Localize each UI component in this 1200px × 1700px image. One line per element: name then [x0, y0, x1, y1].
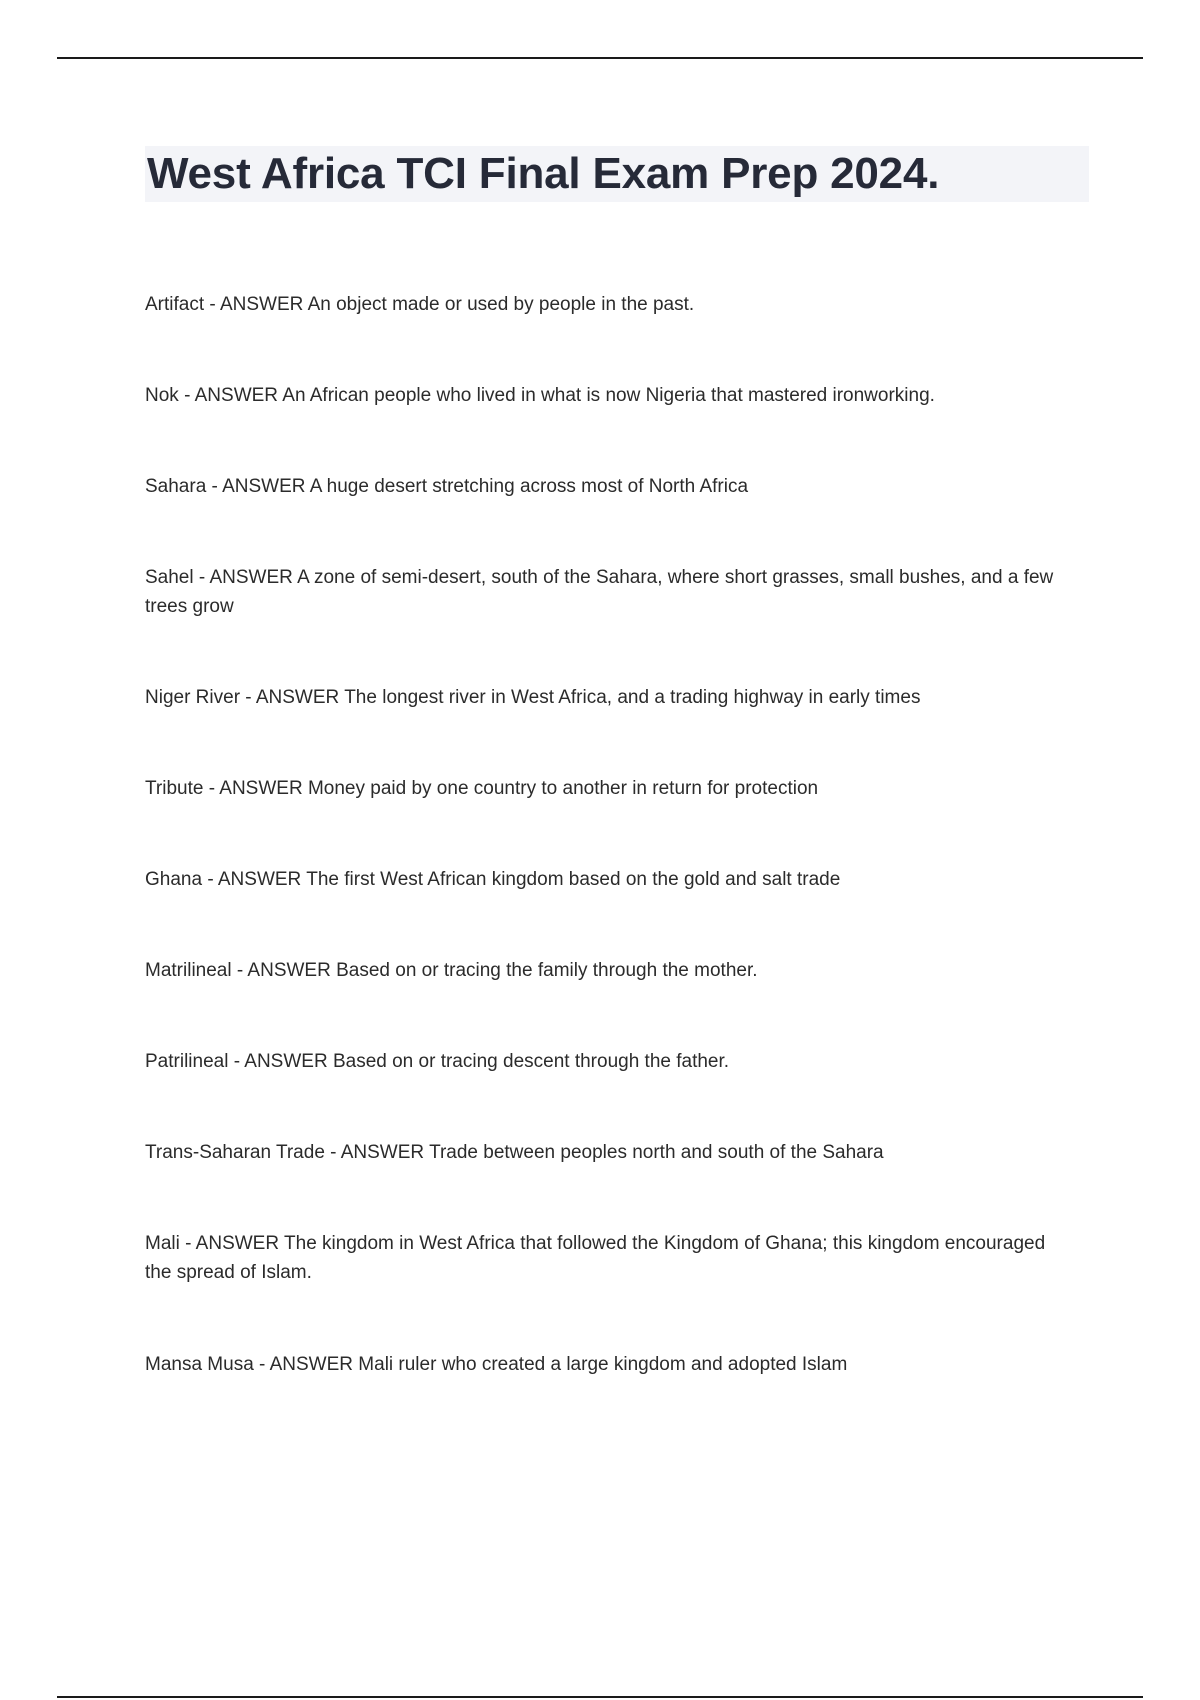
entry-definition: Based on or tracing descent through the father. [332, 1051, 730, 1072]
entry-definition: Money paid by one country to another in return for protection [307, 778, 819, 799]
answer-separator: - ANSWER [240, 687, 345, 708]
entry-term: Patrilineal [145, 1051, 229, 1072]
answer-separator: - ANSWER [178, 385, 283, 406]
page-title: West Africa TCI Final Exam Prep 2024. [147, 149, 940, 198]
entry-term: Matrilineal [145, 960, 232, 981]
answer-separator: - ANSWER [228, 1051, 333, 1072]
entry-definition: The longest river in West Africa, and a trading highway in early times [344, 687, 921, 708]
title-highlight [145, 146, 1089, 202]
flashcard-entry [145, 956, 1075, 985]
entry-term: Mansa Musa [145, 1354, 254, 1375]
entry-term: Artifact [145, 294, 205, 315]
answer-separator: - ANSWER [324, 1142, 430, 1163]
footer-rule [57, 1696, 1143, 1698]
entry-definition: The first West African kingdom based on the gold and salt trade [306, 869, 841, 890]
flashcard-entry [145, 381, 1075, 410]
flashcard-entry [145, 683, 1075, 712]
entry-term: Trans-Saharan Trade [145, 1142, 325, 1163]
flashcard-entry [145, 1229, 1075, 1287]
flashcard-entry [145, 472, 1075, 501]
flashcard-entry [145, 563, 1075, 621]
answer-separator: - ANSWER [253, 1354, 359, 1375]
entry-definition: Mali ruler who created a large kingdom and adopted Islam [358, 1354, 848, 1375]
entry-definition: Based on or tracing the family through the mother. [336, 960, 758, 981]
answer-separator: - ANSWER [203, 778, 308, 799]
answer-separator: - ANSWER [204, 294, 308, 315]
answer-separator: - ANSWER [202, 869, 307, 890]
entry-definition: Trade between peoples north and south of the Sahara [429, 1142, 884, 1163]
entry-definition: An object made or used by people in the past. [307, 294, 695, 315]
header-rule [57, 57, 1143, 59]
answer-separator: - ANSWER [206, 476, 310, 497]
entry-term: Niger River [145, 687, 241, 708]
flashcard-entry [145, 1047, 1075, 1076]
entry-term: Sahara [145, 476, 207, 497]
entry-definition: A huge desert stretching across most of North Africa [309, 476, 749, 497]
answer-separator: - ANSWER [179, 1233, 285, 1254]
flashcard-entry [145, 774, 1075, 803]
flashcard-entry [145, 290, 1075, 319]
entry-term: Ghana [145, 869, 203, 890]
entry-definition: The kingdom in West Africa that followed the Kingdom of Ghana; this kingdom encouraged the spread of Islam. [145, 1233, 1046, 1283]
entry-term: Tribute [145, 778, 204, 799]
answer-separator: - ANSWER [193, 567, 298, 588]
entry-term: Sahel [145, 567, 194, 588]
flashcard-entry [145, 865, 1075, 894]
entry-definition: A zone of semi-desert, south of the Sahara, where short grasses, small bushes, and a few trees grow [145, 567, 1054, 617]
answer-separator: - ANSWER [231, 960, 337, 981]
flashcard-entry [145, 1138, 1075, 1167]
entry-definition: An African people who lived in what is now Nigeria that mastered ironworking. [282, 385, 935, 406]
flashcard-entry [145, 1350, 1075, 1379]
entry-term: Nok [145, 385, 179, 406]
entry-term: Mali [145, 1233, 180, 1254]
